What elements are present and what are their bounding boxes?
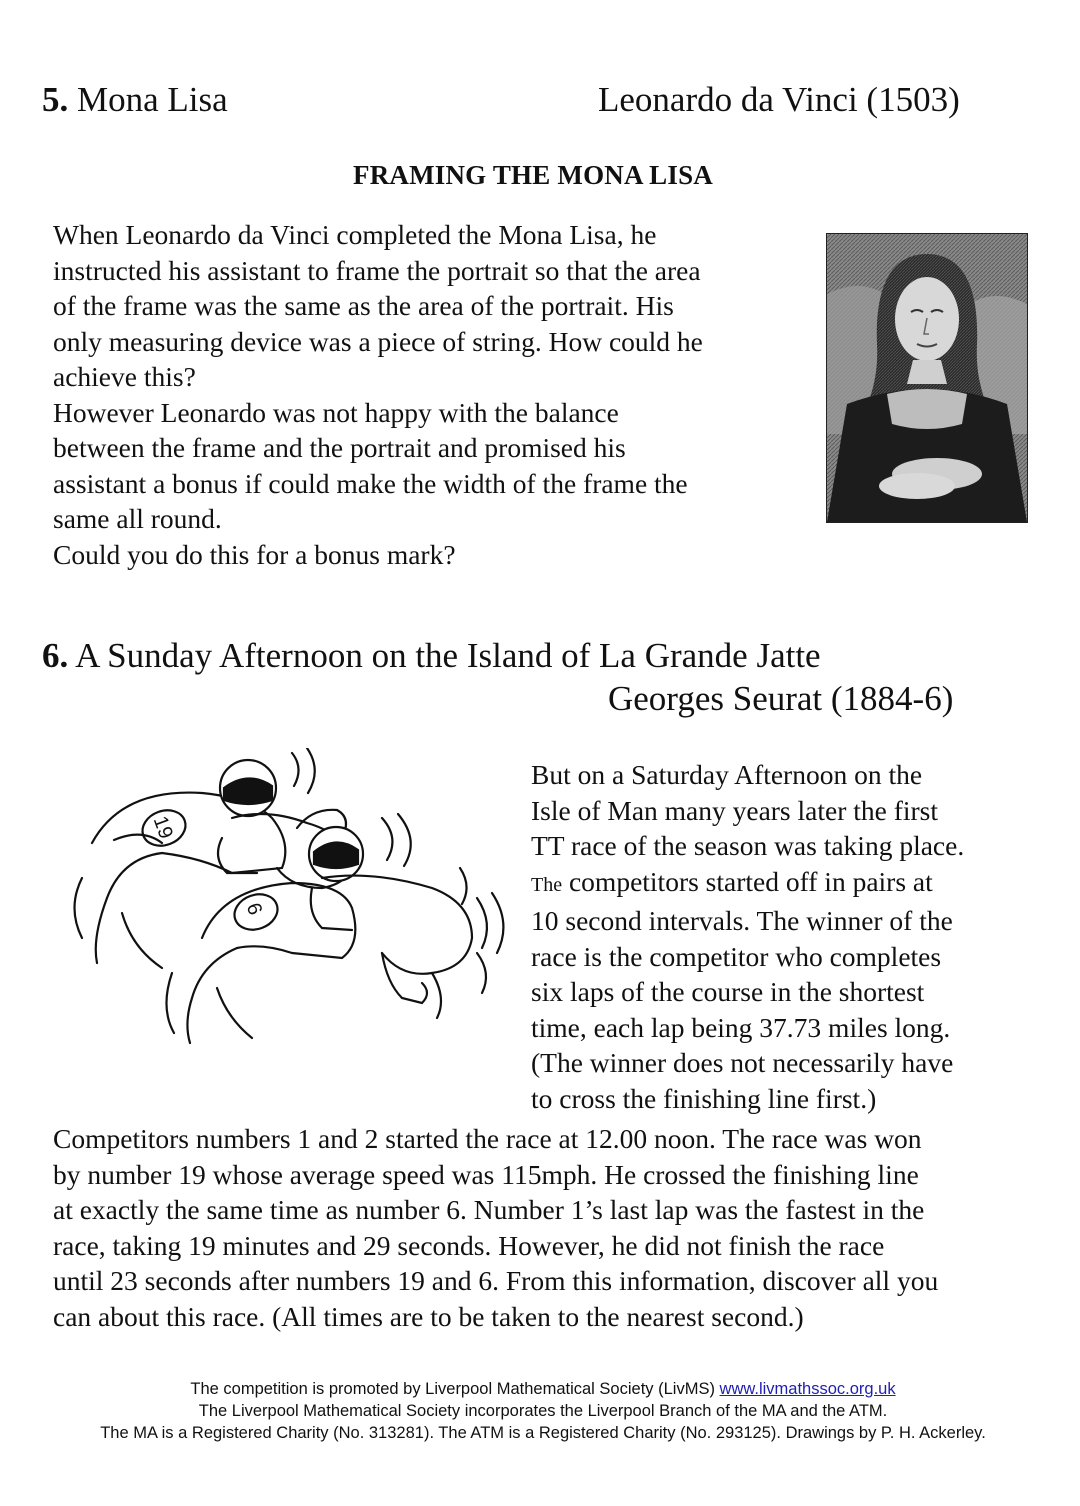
- section-6-body: [53, 1121, 1063, 1334]
- section-6-line: until 23 seconds after numbers 19 and 6. From this information, discover all you: [53, 1265, 939, 1296]
- section-5-line: instructed his assistant to frame the portrait so that the area: [53, 254, 701, 286]
- section-6-intro-line: But on a Saturday Afternoon on the: [531, 759, 923, 790]
- section-5-line: When Leonardo da Vinci completed the Mona Lisa, he: [53, 219, 657, 250]
- bike-number-6: 6: [241, 900, 267, 919]
- section-6-artist: Georges Seurat (1884-6): [608, 679, 954, 718]
- section-5-subtitle: FRAMING THE MONA LISA: [353, 160, 713, 190]
- section-6-line: by number 19 whose average speed was 115mph. He crossed the finishing line: [53, 1158, 919, 1190]
- section-5-line: between the frame and the portrait and promised his: [53, 432, 626, 463]
- section-6-line: Competitors numbers 1 and 2 started the race at 12.00 noon. The race was won: [53, 1123, 922, 1154]
- section-6-intro-line: six laps of the course in the shortest: [531, 976, 925, 1007]
- section-5-number: 5.: [42, 80, 69, 119]
- section-6-intro-line: race is the competitor who completes: [531, 940, 942, 972]
- section-5-line: Could you do this for a bonus mark?: [53, 538, 456, 570]
- small-prefix: The: [531, 873, 563, 896]
- section-5-heading: [42, 80, 228, 120]
- footer-line-2: The Liverpool Mathematical Society incorporates the Liverpool Branch of the MA and the ATM.: [198, 1402, 888, 1420]
- section-6-heading: [42, 636, 821, 676]
- section-6-intro-line: TT race of the season was taking place.: [531, 830, 965, 861]
- footer-line-3: The MA is a Registered Charity (No. 313281). The ATM is a Registered Charity (No. 293125). Drawings by P. H. Ackerley.: [100, 1424, 986, 1442]
- section-5-title: Mona Lisa: [77, 80, 228, 119]
- footer-line-1: [0, 1378, 1080, 1400]
- section-6-intro-line: Isle of Man many years later the first: [531, 794, 939, 826]
- motorcycle-racers-drawing: [52, 748, 512, 1048]
- section-6-intro-line: competitors started off in pairs at: [568, 865, 933, 897]
- section-6-intro-line: time, each lap being 37.73 miles long.: [531, 1011, 951, 1043]
- section-6-intro: [531, 757, 1051, 1116]
- footer-promoter-text: The competition is promoted by Liverpool Mathematical Society (LivMS): [190, 1380, 715, 1398]
- section-6-number: 6.: [42, 636, 69, 675]
- society-website-link[interactable]: www.livmathssoc.org.uk: [719, 1380, 896, 1398]
- section-5-line: assistant a bonus if could make the width of the frame the: [53, 467, 688, 499]
- section-5-body: [53, 217, 813, 572]
- section-6-line: can about this race. (All times are to be taken to the nearest second.): [53, 1300, 804, 1332]
- section-6-intro-line-with-prefix: [531, 864, 1051, 904]
- section-5-artist: Leonardo da Vinci (1503): [598, 80, 960, 119]
- section-6-intro-line: 10 second intervals. The winner of the: [531, 905, 953, 936]
- section-6-title: A Sunday Afternoon on the Island of La Grande Jatte: [75, 636, 821, 675]
- section-5-line: only measuring device was a piece of string. How could he: [53, 325, 703, 357]
- section-5-line: same all round.: [53, 503, 222, 534]
- section-6-intro-line: to cross the finishing line first.): [531, 1082, 877, 1114]
- section-6-intro-line: (The winner does not necessarily have: [531, 1047, 954, 1078]
- section-6-line: at exactly the same time as number 6. Number 1’s last lap was the fastest in the: [53, 1194, 925, 1225]
- bike-number-19: 19: [148, 813, 177, 842]
- section-6-line: race, taking 19 minutes and 29 seconds. However, he did not finish the race: [53, 1229, 885, 1261]
- footer: [0, 1378, 1080, 1444]
- mona-lisa-image: [826, 233, 1028, 523]
- section-5-line: However Leonardo was not happy with the balance: [53, 396, 619, 428]
- section-5-line: of the frame was the same as the area of the portrait. His: [53, 290, 674, 321]
- section-5-line: achieve this?: [53, 361, 196, 392]
